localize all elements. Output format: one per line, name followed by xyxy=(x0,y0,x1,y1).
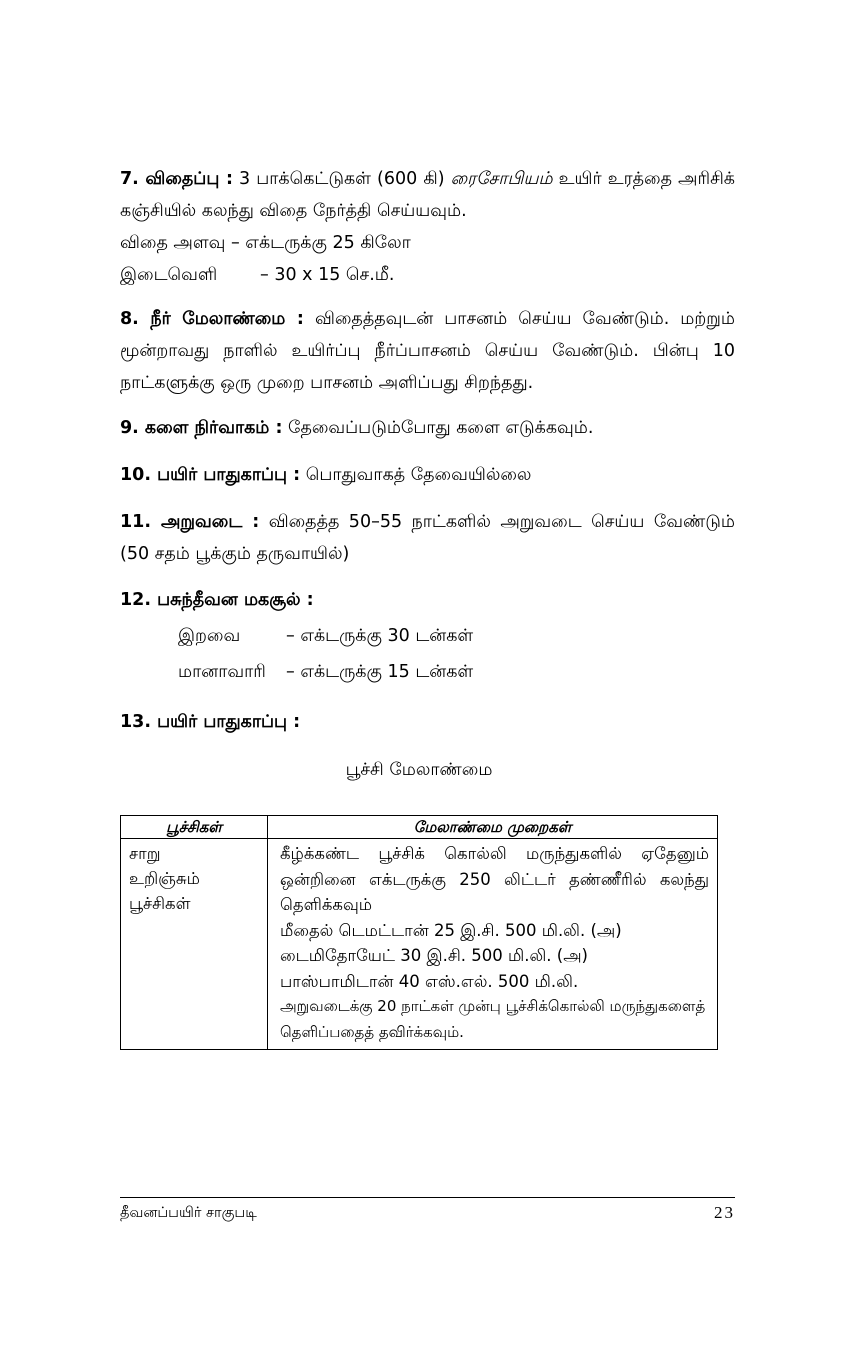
chemical-item: மீதைல் டெமட்டான் 25 இ.சி. 500 மி.லி. (அ) xyxy=(280,920,622,940)
harvest-text: விதைத்த 50–55 நாட்களில் அறுவடை செய்ய வேண்டும் (50 சதம் பூக்கும் தருவாயில்) xyxy=(120,512,735,564)
yield-label: மானாவாரி xyxy=(178,662,266,682)
yield-label: இறவை xyxy=(178,626,241,646)
crop-protection-text: பொதுவாகத் தேவையில்லை xyxy=(305,465,532,485)
methods-column-header: மேலாண்மை முறைகள் xyxy=(268,816,718,839)
sowing-text-2: உயிர் உரத்தை அரிசிக் கஞ்சியில் கலந்து விதை நேர்த்தி செய்யவும். xyxy=(120,169,735,221)
yield-value: – எக்டருக்கு 15 டன்கள் xyxy=(286,662,474,682)
pest-management-title: பூச்சி மேலாண்மை xyxy=(345,760,493,780)
section-harvest xyxy=(120,506,735,570)
sowing-paragraph xyxy=(120,163,735,227)
page-number: 23 xyxy=(714,1203,735,1222)
water-heading: 8. நீர் மேலாண்மை : xyxy=(120,309,304,329)
management-method-cell xyxy=(268,839,718,1050)
yield-row-irrigated xyxy=(178,618,473,654)
rhizobium-term: ரைசோபியம் xyxy=(450,169,553,189)
section-water-management xyxy=(120,303,735,399)
seed-rate-line: விதை அளவு – எக்டருக்கு 25 கிலோ xyxy=(120,233,411,253)
water-text: விதைத்தவுடன் பாசனம் செய்ய வேண்டும். மற்றும் மூன்றாவது நாளில் உயிர்ப்பு நீர்ப்பாசனம் செய்ய வேண்டும். பின்பு 10 நாட்களுக்கு ஒரு முறை பாசனம் அளிப்பது சிறந்தது. xyxy=(120,309,735,393)
pest-name-line: சாறு xyxy=(129,844,161,863)
yield-value: – எக்டருக்கு 30 டன்கள் xyxy=(286,626,474,646)
chemical-item: டைமிதோயேட் 30 இ.சி. 500 மி.லி. (அ) xyxy=(280,946,588,965)
footer-divider xyxy=(120,1197,735,1198)
harvest-heading: 11. அறுவடை : xyxy=(120,512,260,532)
section-weed-management xyxy=(120,412,735,444)
spacing-label: இடைவெளி xyxy=(120,265,218,285)
sowing-text-1: 3 பாக்கெட்டுகள் (600 கி) xyxy=(239,169,445,189)
pest-management-table xyxy=(120,815,718,1050)
chemical-item: பாஸ்பாமிடான் 40 எஸ்.எல். 500 மி.லி. xyxy=(280,971,579,991)
yield-row-rainfed xyxy=(178,654,473,690)
sowing-heading: 7. விதைப்பு : xyxy=(120,169,233,189)
section-fodder-yield xyxy=(120,584,735,616)
section-crop-protection-general xyxy=(120,459,735,491)
section-sowing xyxy=(120,163,735,291)
yield-heading: 12. பசுந்தீவன மகசூல் : xyxy=(120,590,314,610)
method-intro: கீழ்க்கண்ட பூச்சிக் கொல்லி மருந்துகளில் ஏதேனும் ஒன்றினை எக்டருக்கு 250 லிட்டர் தண்ணீரில் கலந்து தெளிக்கவும் xyxy=(280,844,709,914)
table-header-row xyxy=(121,816,718,839)
pest-name-line: உறிஞ்சும் xyxy=(129,869,200,888)
footer-book-title: தீவனப்பயிர் சாகுபடி xyxy=(120,1205,257,1221)
spacing-value: – 30 x 15 செ.மீ. xyxy=(260,265,395,285)
weed-heading: 9. களை நிர்வாகம் : xyxy=(120,418,283,438)
pest-name-cell xyxy=(121,839,268,1050)
plant-protection-heading: 13. பயிர் பாதுகாப்பு : xyxy=(120,712,301,732)
section-plant-protection xyxy=(120,706,735,738)
crop-protection-heading: 10. பயிர் பாதுகாப்பு : xyxy=(120,465,301,485)
spacing-line xyxy=(120,259,735,291)
pest-name-line: பூச்சிகள் xyxy=(129,894,191,913)
table-row xyxy=(121,839,718,1050)
pests-column-header: பூச்சிகள் xyxy=(121,816,268,839)
spray-note: அறுவடைக்கு 20 நாட்கள் முன்பு பூச்சிக்கொல்லி மருந்துகளைத் தெளிப்பதைத் தவிர்க்கவும். xyxy=(280,997,706,1041)
weed-text: தேவைப்படும்போது களை எடுக்கவும். xyxy=(288,418,594,438)
